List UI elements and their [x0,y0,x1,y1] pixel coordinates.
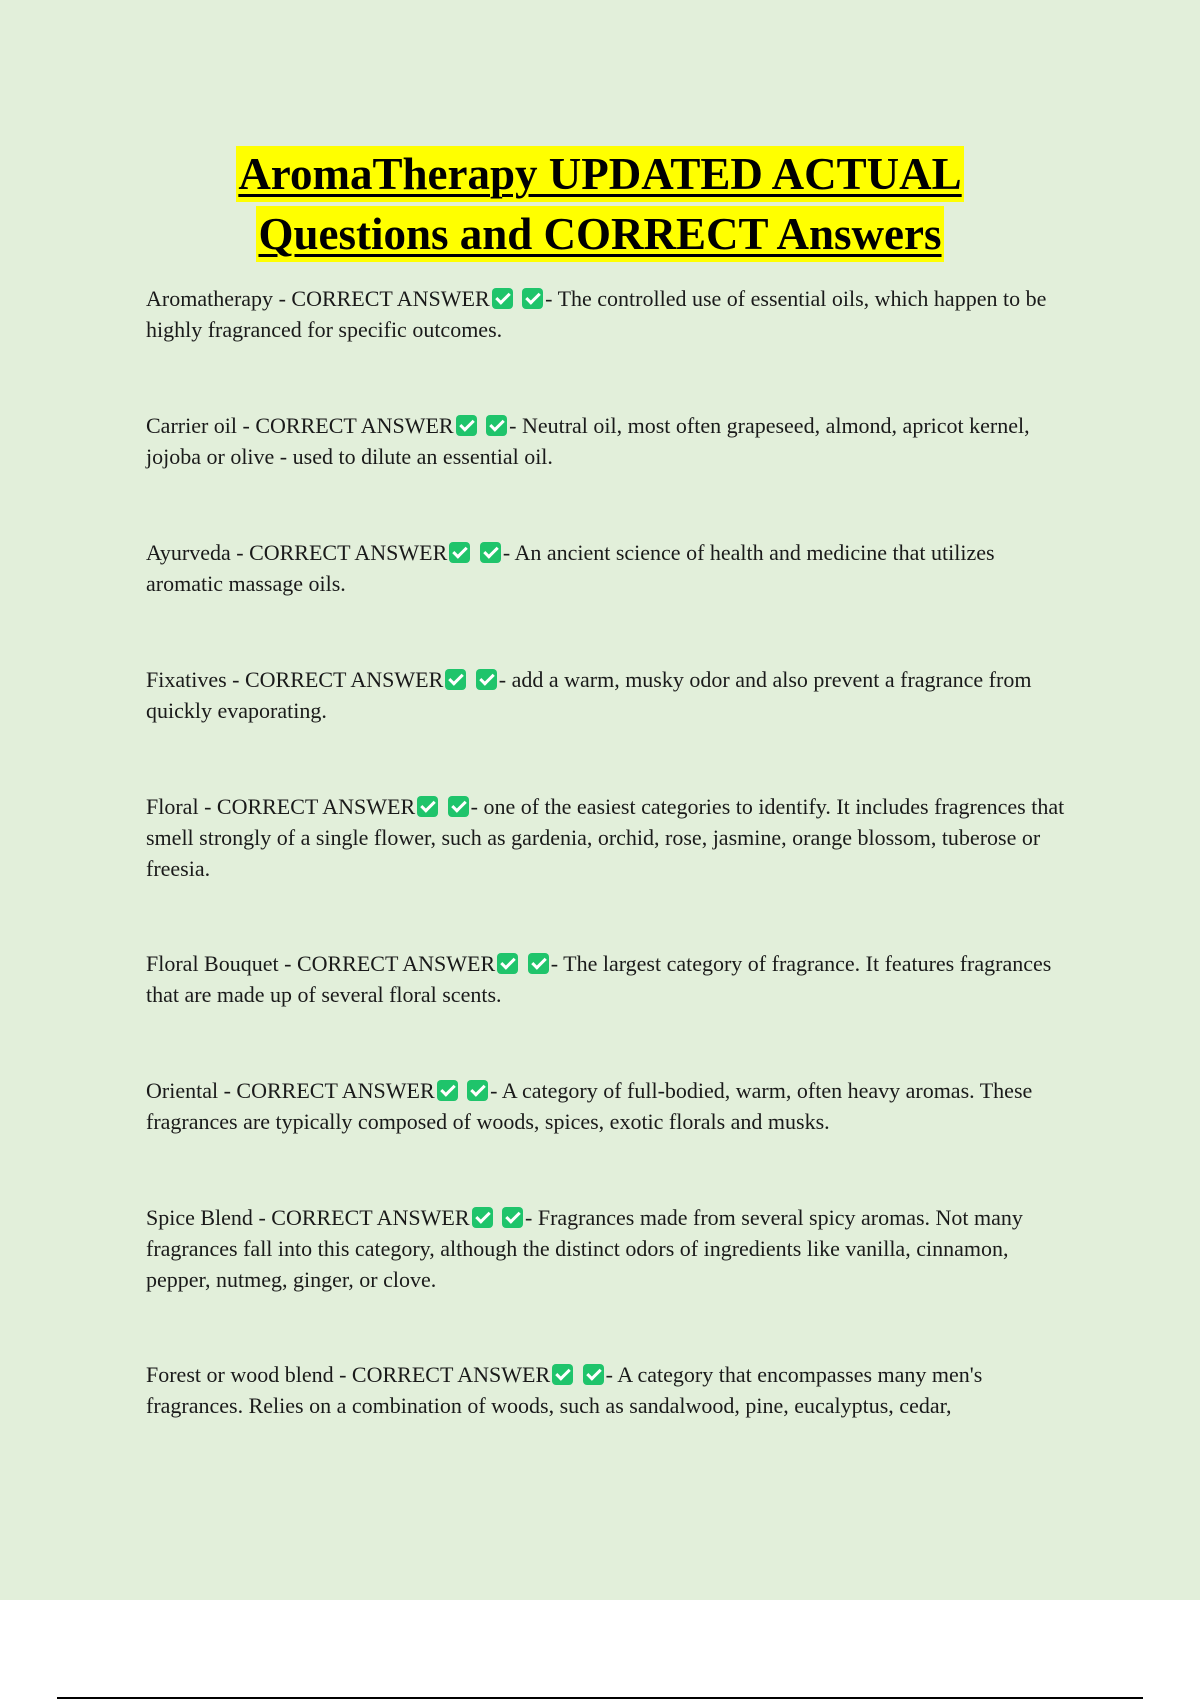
answer-label: CORRECT ANSWER [245,667,444,692]
check-mark-icon [449,542,470,563]
check-mark-icon [448,796,469,817]
entry-definition: The controlled use of essential oils, which happen to be highly fragranced for specific outcomes. [146,286,1047,342]
qa-entry: Spice Blend - CORRECT ANSWER - Fragrances made from several spicy aromas. Not many fragrances fall into this category, although the distinct odors of ingredients like vanilla, cinnamon, pepper, nutmeg, ginger, or clove. [146,1205,1023,1292]
entry-definition: A category that encompasses many men's fragrances. Relies on a combination of woods, such as sandalwood, pine, eucalyptus, cedar, [146,1362,983,1418]
answer-label: CORRECT ANSWER [236,1078,435,1103]
entry-term: Oriental [146,1078,219,1103]
check-mark-icon [480,542,501,563]
check-mark-icon [497,953,518,974]
qa-entry: Floral - CORRECT ANSWER - one of the easiest categories to identify. It includes fragrences that smell strongly of a single flower, such as gardenia, orchid, rose, jasmine, orange blossom, tuberose or freesia. [146,794,1065,881]
entry-term: Spice Blend [146,1205,253,1230]
check-mark-icon [467,1080,488,1101]
page-divider [57,1697,1143,1699]
title-line-2: Questions and CORRECT Answers [256,206,943,262]
qa-entry: Floral Bouquet - CORRECT ANSWER - The largest category of fragrance. It features fragrances that are made up of several floral scents. [146,951,1052,1007]
entry-definition: add a warm, musky odor and also prevent a fragrance from quickly evaporating. [146,667,1032,723]
check-mark-icon [417,796,438,817]
entry-definition: one of the easiest categories to identify. It includes fragrences that smell strongly of a single flower, such as gardenia, orchid, rose, jasmine, orange blossom, tuberose or freesia. [146,794,1065,881]
document-title [0,146,1200,266]
check-mark-icon [437,1080,458,1101]
entry-definition: Neutral oil, most often grapeseed, almond, apricot kernel, jojoba or olive - used to dilute an essential oil. [146,413,1030,469]
answer-label: CORRECT ANSWER [249,540,448,565]
entry-definition: Fragrances made from several spicy aromas. Not many fragrances fall into this category, although the distinct odors of ingredients like vanilla, cinnamon, pepper, nutmeg, ginger, or clove. [146,1205,1023,1292]
qa-entry: Oriental - CORRECT ANSWER - A category of full-bodied, warm, often heavy aromas. These fragrances are typically composed of woods, spices, exotic florals and musks. [146,1078,1033,1134]
answer-label: CORRECT ANSWER [351,1362,551,1387]
entry-definition: An ancient science of health and medicine that utilizes aromatic massage oils. [146,540,995,596]
qa-entry: Forest or wood blend - CORRECT ANSWER - A category that encompasses many men's fragrances. Relies on a combination of woods, such as sandalwood, pine, eucalyptus, cedar, [146,1362,983,1418]
entry-term: Floral [146,794,199,819]
check-mark-icon [502,1207,523,1228]
entry-term: Carrier oil [146,413,238,438]
entry-definition: A category of full-bodied, warm, often heavy aromas. These fragrances are typically composed of woods, spices, exotic florals and musks. [146,1078,1033,1134]
check-mark-icon [472,1207,493,1228]
qa-entry: Aromatherapy - CORRECT ANSWER - The controlled use of essential oils, which happen to be highly fragranced for specific outcomes. [146,286,1047,342]
answer-label: CORRECT ANSWER [291,286,490,311]
check-mark-icon [486,415,507,436]
check-mark-icon [583,1364,604,1385]
check-mark-icon [522,288,543,309]
check-mark-icon [445,669,466,690]
check-mark-icon [528,953,549,974]
answer-label: CORRECT ANSWER [216,794,416,819]
entry-term: Fixatives [146,667,227,692]
answer-label: CORRECT ANSWER [296,951,496,976]
entry-term: Forest or wood blend [146,1362,334,1387]
qa-entry: Ayurveda - CORRECT ANSWER - An ancient science of health and medicine that utilizes aromatic massage oils. [146,540,995,596]
check-mark-icon [552,1364,573,1385]
check-mark-icon [476,669,497,690]
qa-entry: Fixatives - CORRECT ANSWER - add a warm, musky odor and also prevent a fragrance from quickly evaporating. [146,667,1032,723]
title-line-1: AromaTherapy UPDATED ACTUAL [236,146,963,202]
answer-label: CORRECT ANSWER [271,1205,470,1230]
qa-entry: Carrier oil - CORRECT ANSWER - Neutral oil, most often grapeseed, almond, apricot kernel, jojoba or olive - used to dilute an essential oil. [146,413,1030,469]
check-mark-icon [456,415,477,436]
entry-definition: The largest category of fragrance. It features fragrances that are made up of several floral scents. [146,951,1052,1007]
entry-term: Ayurveda [146,540,231,565]
check-mark-icon [492,288,513,309]
entry-term: Floral Bouquet [146,951,279,976]
entry-term: Aromatherapy [146,286,274,311]
answer-label: CORRECT ANSWER [255,413,454,438]
